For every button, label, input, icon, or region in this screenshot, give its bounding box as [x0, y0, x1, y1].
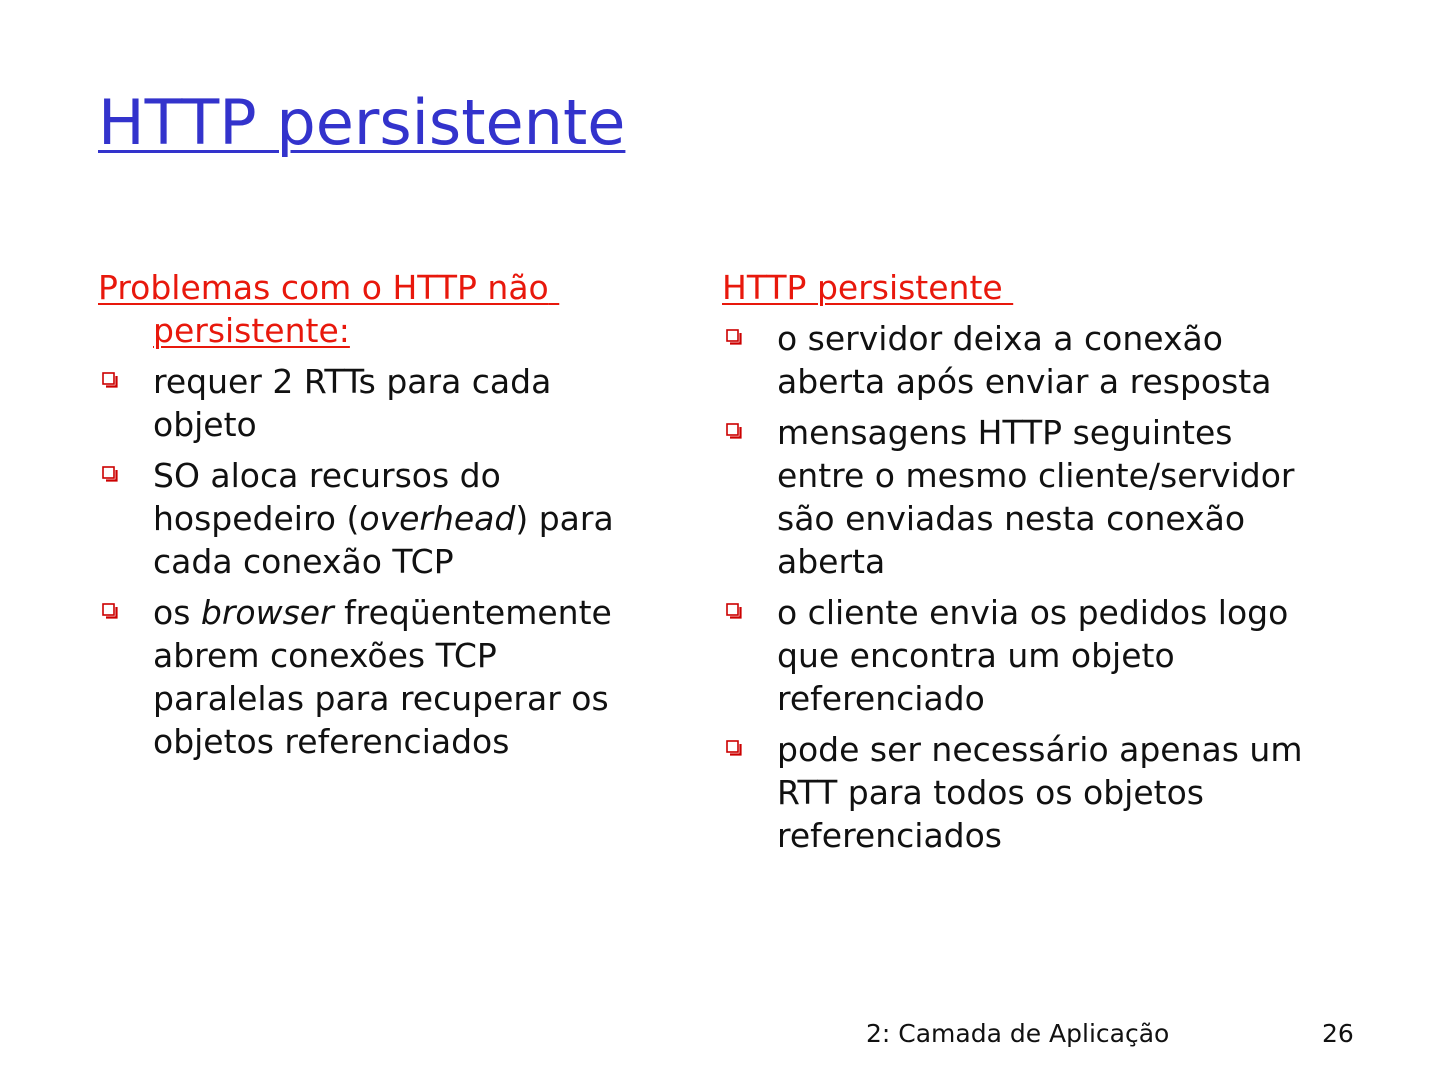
right-column	[722, 266, 1307, 857]
page-number: 26	[1322, 1019, 1354, 1048]
list-item	[722, 728, 1307, 857]
left-column	[98, 266, 658, 763]
bullet-text-italic: overhead	[359, 499, 516, 538]
square-bullet-icon	[726, 740, 742, 756]
footer-chapter-label: 2: Camada de Aplicação	[866, 1019, 1170, 1048]
slide-title: HTTP persistente	[98, 86, 626, 159]
bullet-text: requer 2 RTTs para cada objeto	[153, 362, 552, 444]
bullet-text: freqüentemente abrem conexões TCP paralelas para recuperar os objetos referenciados	[153, 593, 612, 761]
bullet-text: ) para cada conexão TCP	[153, 499, 614, 581]
list-item	[722, 317, 1307, 403]
bullet-text: o servidor deixa a conexão aberta após enviar a resposta	[777, 319, 1272, 401]
square-bullet-icon	[726, 423, 742, 439]
list-item	[722, 591, 1307, 720]
left-bullet-list	[98, 360, 658, 763]
bullet-text: os	[153, 593, 201, 632]
bullet-text: pode ser necessário apenas um RTT para todos os objetos referenciados	[777, 730, 1303, 855]
list-item	[98, 591, 658, 763]
square-bullet-icon	[726, 603, 742, 619]
square-bullet-icon	[726, 329, 742, 345]
list-item	[722, 411, 1307, 583]
bullet-text: SO aloca recursos do hospedeiro (	[153, 456, 501, 538]
left-column-heading: Problemas com o HTTP não persistente:	[98, 268, 560, 350]
bullet-text-italic: browser	[200, 593, 334, 632]
bullet-text: o cliente envia os pedidos logo que encontra um objeto referenciado	[777, 593, 1289, 718]
right-bullet-list	[722, 317, 1307, 857]
right-column-heading: HTTP persistente	[722, 268, 1014, 307]
list-item	[98, 454, 658, 583]
bullet-text: mensagens HTTP seguintes entre o mesmo cliente/servidor são enviadas nesta conexão aberta	[777, 413, 1295, 581]
list-item	[98, 360, 658, 446]
square-bullet-icon	[102, 466, 118, 482]
square-bullet-icon	[102, 603, 118, 619]
square-bullet-icon	[102, 372, 118, 388]
